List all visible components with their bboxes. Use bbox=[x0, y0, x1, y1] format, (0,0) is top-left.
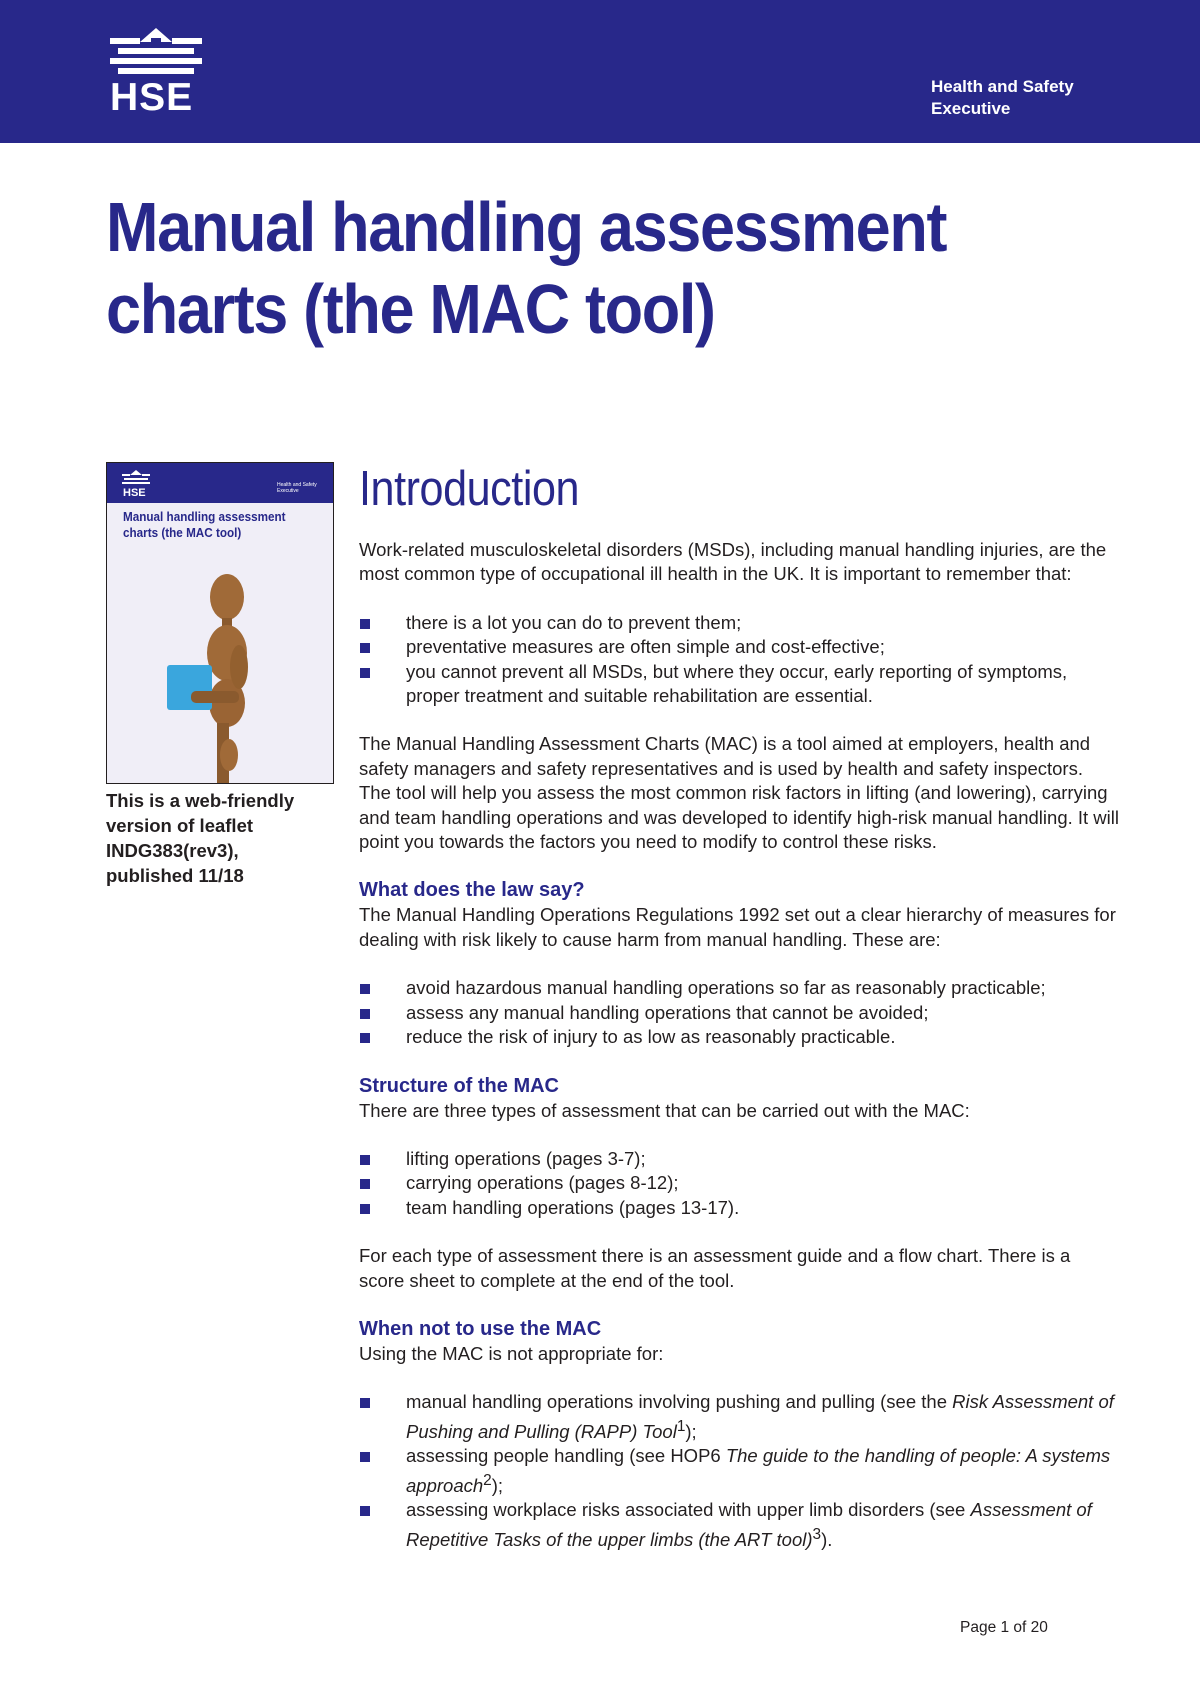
not-use-heading: When not to use the MAC bbox=[359, 1317, 602, 1340]
bullet-square-icon bbox=[360, 984, 370, 994]
list-item: avoid hazardous manual handling operations so far as reasonably practicable; bbox=[359, 976, 1119, 1000]
law-bullet-list bbox=[359, 976, 1119, 1049]
bullet-square-icon bbox=[360, 1452, 370, 1462]
structure-paragraph-2: For each type of assessment there is an assessment guide and a flow chart. There is a score sheet to complete at the end of the tool. bbox=[359, 1245, 1071, 1291]
bullet-square-icon bbox=[360, 619, 370, 629]
cover-logo-text: HSE bbox=[123, 487, 146, 499]
list-item: assessing workplace risks associated with upper limb disorders (see Assessment of Repetitive Tasks of the upper limbs (the ART tool)$^3$). bbox=[359, 1498, 1119, 1552]
cover-logo-icon bbox=[121, 469, 151, 499]
not-use-paragraph: Using the MAC is not appropriate for: bbox=[359, 1342, 664, 1364]
hse-logo-text: HSE bbox=[110, 76, 194, 119]
bullet-square-icon bbox=[360, 1179, 370, 1189]
cover-caption-line2: version of leaflet bbox=[106, 815, 254, 836]
bullet-square-icon bbox=[360, 1155, 370, 1165]
house-logo-icon bbox=[110, 26, 202, 80]
hse-logo bbox=[110, 26, 202, 118]
main-content bbox=[359, 460, 1119, 1552]
bullet-square-icon bbox=[360, 1204, 370, 1214]
cover-agency: Health and Safety Executive bbox=[277, 482, 317, 494]
bullet-square-icon bbox=[360, 668, 370, 678]
header-band bbox=[0, 0, 1200, 143]
title-line1: Manual handling assessment bbox=[106, 188, 947, 266]
list-item: carrying operations (pages 8-12); bbox=[359, 1171, 1119, 1195]
not-use-bullet-list bbox=[359, 1390, 1119, 1552]
list-item: you cannot prevent all MSDs, but where they occur, early reporting of symptoms, proper treatment and suitable rehabilitation are essential. bbox=[359, 660, 1119, 709]
bullet-square-icon bbox=[360, 1033, 370, 1043]
cover-caption-line3: INDG383(rev3), bbox=[106, 840, 239, 861]
wooden-mannequin-image bbox=[157, 563, 277, 783]
cover-caption-line1: This is a web-friendly bbox=[106, 790, 295, 811]
structure-bullet-list bbox=[359, 1147, 1119, 1220]
cover-title bbox=[123, 509, 303, 541]
agency-name-line1: Health and Safety bbox=[931, 77, 1074, 96]
introduction-heading: Introduction bbox=[359, 462, 580, 516]
document-title bbox=[106, 186, 1006, 350]
list-item: team handling operations (pages 13-17). bbox=[359, 1196, 1119, 1220]
list-item: manual handling operations involving pushing and pulling (see the Risk Assessment of Pushing and Pulling (RAPP) Tool$^1$); bbox=[359, 1390, 1119, 1444]
list-item: assess any manual handling operations that cannot be avoided; bbox=[359, 1001, 1119, 1025]
structure-paragraph: There are three types of assessment that can be carried out with the MAC: bbox=[359, 1099, 970, 1121]
bullet-square-icon bbox=[360, 1009, 370, 1019]
cover-caption-line4: published 11/18 bbox=[106, 865, 244, 886]
list-item: assessing people handling (see HOP6 The guide to the handling of people: A systems approach$^2$); bbox=[359, 1444, 1119, 1498]
title-line2: charts (the MAC tool) bbox=[106, 270, 715, 348]
cover-caption bbox=[106, 788, 336, 888]
list-item: lifting operations (pages 3-7); bbox=[359, 1147, 1119, 1171]
cover-header-band bbox=[107, 463, 333, 503]
cover-thumbnail bbox=[106, 462, 334, 784]
bullet-square-icon bbox=[360, 643, 370, 653]
law-heading: What does the law say? bbox=[359, 879, 585, 902]
intro-paragraph: Work-related musculoskeletal disorders (MSDs), including manual handling injuries, are the most common type of occupational ill health in the UK. It is important to remember that: bbox=[359, 539, 1107, 585]
intro-bullet-list bbox=[359, 611, 1119, 709]
cover-title-line1: Manual handling assessment bbox=[123, 509, 286, 524]
bullet-square-icon bbox=[360, 1506, 370, 1516]
agency-name-line2: Executive bbox=[931, 99, 1011, 118]
agency-name bbox=[931, 76, 1111, 120]
page-number: Page 1 of 20 bbox=[960, 1619, 1048, 1636]
list-item: there is a lot you can do to prevent them; bbox=[359, 611, 1119, 635]
law-paragraph: The Manual Handling Operations Regulations 1992 set out a clear hierarchy of measures for dealing with risk likely to cause harm from manual handling. These are: bbox=[359, 904, 1116, 950]
structure-heading: Structure of the MAC bbox=[359, 1074, 559, 1097]
mac-description-paragraph: The Manual Handling Assessment Charts (MAC) is a tool aimed at employers, health and safety managers and safety representatives and is used by health and safety inspectors. The tool will help you assess the most common risk factors in lifting (and lowering), carrying and team handling operations and was developed to identify high-risk manual handling. It will point you towards the factors you need to modify to control these risks. bbox=[359, 733, 1119, 853]
cover-title-line2: charts (the MAC tool) bbox=[123, 525, 242, 540]
bullet-square-icon bbox=[360, 1398, 370, 1408]
list-item: preventative measures are often simple and cost-effective; bbox=[359, 635, 1119, 659]
list-item: reduce the risk of injury to as low as reasonably practicable. bbox=[359, 1025, 1119, 1049]
